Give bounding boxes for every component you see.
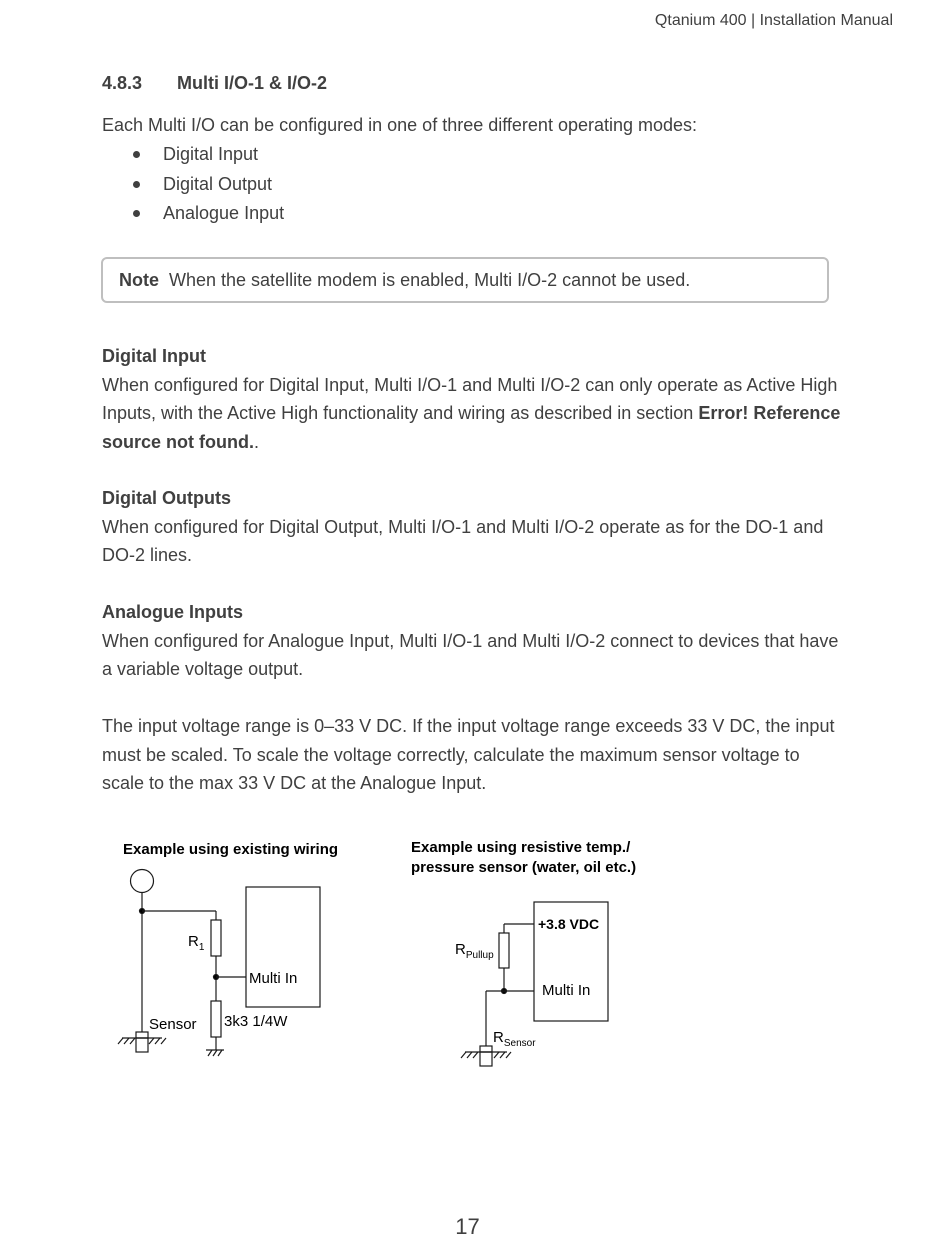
list-item [102,199,284,229]
page-number: 17 [455,1214,480,1239]
sensor-label: Sensor [149,1016,197,1033]
multi-in-label: Multi In [249,970,298,987]
digital-outputs-heading: Digital Outputs [102,488,231,508]
resistor-value-label: 3k3 1/4W [224,1013,288,1030]
section-title: Multi I/O-1 & I/O-2 [177,73,328,93]
multi-in-box [246,887,320,1007]
section-number: 4.8.3 [102,73,143,93]
analogue-inputs-text: When configured for Analogue Input, Multi I/O-1 and Multi I/O-2 connect to devices that have a variable voltage output. [102,630,839,679]
note-text: When the satellite modem is enabled, Multi I/O-2 cannot be used. [169,270,691,290]
terminal-circle-icon [131,870,154,893]
resistor-pullup-icon [499,933,509,968]
resistor-r1-icon [211,920,221,956]
mode-label: Digital Input [163,144,259,164]
intro-paragraph: Each Multi I/O can be configured in one of three different operating modes: [102,115,698,135]
digital-outputs-section [102,484,842,570]
note-label: Note [119,270,159,290]
digital-input-heading: Digital Input [102,346,206,366]
analogue-inputs-range-text: The input voltage range is 0–33 V DC. If the input voltage range exceeds 33 V DC, the input must be scaled. To scale the voltage correctly, calculate the maximum sensor voltage to scale to the max 33 V DC at the Analogue Input. [102,716,835,793]
sensor-icon [480,1052,492,1066]
analogue-inputs-section [102,598,842,798]
error-reference: Error! Reference source not found. [102,403,841,452]
mode-label: Digital Output [163,173,273,194]
digital-input-section [102,342,842,456]
bullet-icon [133,181,140,188]
r1-label: $R_1$ [188,933,205,953]
digital-input-text: When configured for Digital Input, Multi I/O-1 and Multi I/O-2 can only operate as Active High Inputs, with the Active High functionality and wiring as described in section Error! Reference source not found.. [102,374,841,452]
list-item [102,140,284,170]
mode-label: Analogue Input [163,203,285,224]
diagram-right-title-line1: Example using resistive temp./ [411,839,631,856]
diagram-existing-wiring [118,841,338,1056]
wiring-diagrams [110,832,670,1077]
supply-label: +3.8 VDC [538,916,600,932]
bullet-icon [133,210,140,217]
rsensor-label: $R_{Sensor}$ [493,1029,536,1049]
resistor-3k3-icon [211,1001,221,1037]
modes-list [102,140,284,229]
list-item [102,170,284,200]
bullet-icon [133,151,140,158]
analogue-inputs-heading: Analogue Inputs [102,602,243,622]
page-header: Qtanium 400 | Installation Manual [654,12,893,29]
diagram-left-title: Example using existing wiring [123,841,339,858]
section-heading [102,73,327,94]
note-box [101,257,829,303]
sensor-icon [136,1038,148,1052]
digital-outputs-text: When configured for Digital Output, Multi I/O-1 and Multi I/O-2 operate as for the DO-1 and DO-2 lines. [102,516,824,565]
rpullup-label: $R_{Pullup}$ [455,941,494,961]
multi-in-label: Multi In [542,982,591,999]
diagram-resistive-sensor [411,839,636,1066]
diagram-right-title-line2: pressure sensor (water, oil etc.) [411,859,637,876]
